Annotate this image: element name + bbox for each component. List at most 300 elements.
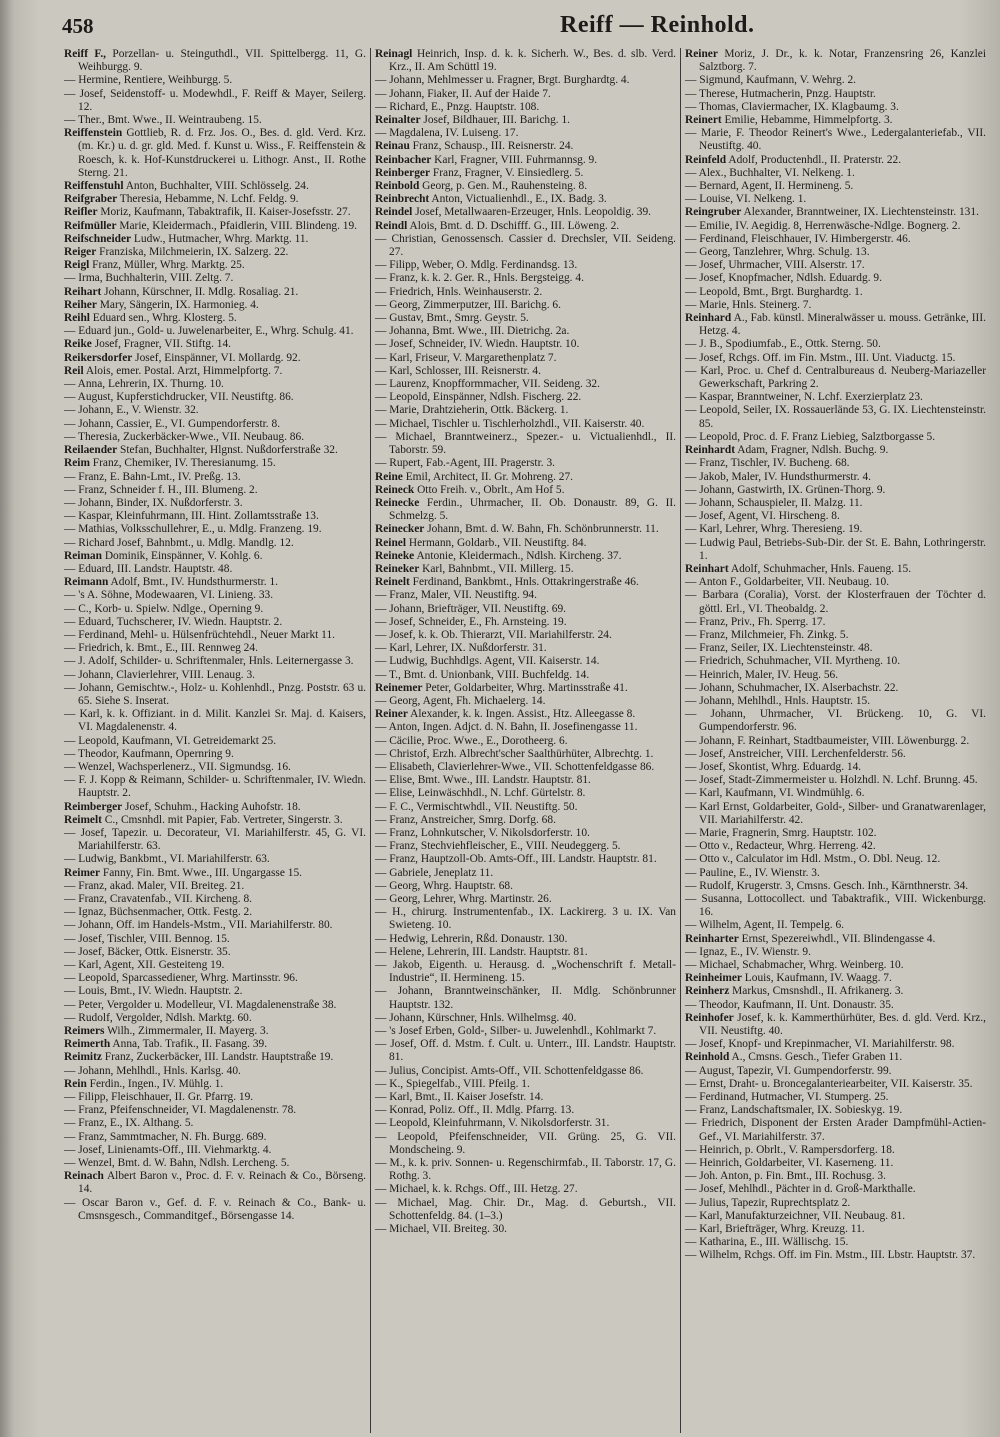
entry-surname: Reinhofer: [685, 1011, 734, 1024]
entry-details: — Franz, Sammtmacher, N. Fh. Burgg. 689.: [64, 1130, 267, 1143]
entry-surname: Reindl: [375, 219, 408, 232]
directory-entry: [64, 88, 366, 114]
entry-details: Anna, Tab. Trafik., II. Fasang. 39.: [110, 1038, 268, 1051]
directory-entry: [64, 259, 366, 272]
entry-surname: Reinert: [685, 114, 722, 127]
directory-entry: [64, 616, 366, 629]
entry-details: — Johann, Fiaker, II. Auf der Haide 7.: [375, 87, 551, 100]
entry-details: — Irma, Buchhalterin, VIII. Zeltg. 7.: [64, 272, 234, 285]
directory-entry: [64, 484, 366, 497]
directory-entry: [685, 74, 986, 87]
entry-surname: Reinhardt: [685, 444, 735, 457]
directory-entry: [64, 193, 366, 206]
entry-details: — Otto v., Calculator im Hdl. Mstm., O. Dbl. Neug. 12.: [685, 853, 941, 866]
entry-details: — Filipp, Weber, O. Mdlg. Ferdinandsg. 13.: [375, 259, 578, 272]
entry-details: — J. Adolf, Schilder- u. Schriftenmaler, Hnls. Leiternergasse 3.: [64, 655, 354, 668]
entry-surname: Reiffenstein: [64, 127, 123, 140]
directory-entry: [685, 933, 986, 946]
entry-details: — Theodor, Kaufmann, Opernring 9.: [64, 747, 234, 760]
directory-entry: [685, 88, 986, 101]
directory-entry: [64, 748, 366, 761]
directory-entry: [685, 484, 986, 497]
entry-details: — Johann, Mehlhdl., Hnls. Karlsg. 40.: [64, 1064, 241, 1077]
directory-entry: [64, 603, 366, 616]
directory-entry: [685, 1170, 986, 1183]
entry-details: Marie, Kleidermach., Pfaidlerin, VIII. Blindeng. 19.: [116, 219, 358, 232]
directory-entry: [64, 576, 366, 589]
entry-details: Moriz, J. Dr., k. k. Notar, Franzensring 26, Kanzlei Salztborg. 7.: [699, 48, 986, 74]
entry-details: — Josef, Mehlhdl., Pächter in d. Groß-Markthalle.: [685, 1183, 916, 1196]
directory-entry: [64, 946, 366, 959]
directory-entry: [64, 563, 366, 576]
directory-entry: [375, 365, 676, 378]
directory-entry: [375, 431, 676, 457]
directory-entry: [64, 1157, 366, 1170]
entry-details: — Josef, k. k. Ob. Thierarzt, VII. Mariahilferstr. 24.: [375, 628, 612, 641]
entry-details: Ferdinand, Bankbmt., Hnls. Ottakringerstraße 46.: [409, 576, 639, 589]
entry-details: Alois, emer. Postal. Arzt, Himmelpfortg. 7.: [83, 364, 283, 377]
directory-entry: [64, 1091, 366, 1104]
entry-details: — C., Korb- u. Spielw. Ndlge., Operning 9.: [64, 602, 264, 615]
directory-entry: [64, 1117, 366, 1130]
directory-entry: [375, 708, 676, 721]
directory-entry: [64, 880, 366, 893]
directory-entry: [64, 655, 366, 668]
entry-details: — Louise, VI. Nelkeng. 1.: [685, 193, 807, 206]
directory-entry: [375, 1025, 676, 1038]
entry-details: — Franz, Maler, VII. Neustiftg. 94.: [375, 589, 537, 602]
directory-entry: [685, 787, 986, 800]
directory-entry: [375, 484, 676, 497]
directory-entry: [685, 365, 986, 391]
directory-entry: [685, 972, 986, 985]
directory-entry: [685, 444, 986, 457]
entry-details: — Ferdinand, Fleischhauer, IV. Himbergerstr. 46.: [685, 232, 911, 245]
entry-surname: Reiner: [375, 708, 408, 721]
entry-details: — Rudolf, Vergolder, Ndlsh. Marktg. 60.: [64, 1011, 252, 1024]
directory-entry: [64, 272, 366, 285]
directory-entry: [685, 1038, 986, 1051]
entry-details: — Ernst, Draht- u. Broncegalanteriearbeiter, VII. Kaiserstr. 35.: [685, 1077, 973, 1090]
directory-entry: [685, 114, 986, 127]
directory-entry: [375, 721, 676, 734]
directory-entry: [685, 312, 986, 338]
entry-surname: Reihl: [64, 312, 90, 325]
directory-entry: [375, 471, 676, 484]
directory-entry: [64, 1051, 366, 1064]
entry-surname: Reinharter: [685, 932, 739, 945]
entry-details: Georg, p. Gen. M., Rauhensteing. 8.: [419, 180, 588, 193]
directory-entry: [375, 286, 676, 299]
entry-details: — Josef, Seidenstoff- u. Modewhdl., F. Reiff & Mayer, Seilerg. 12.: [64, 87, 366, 113]
directory-entry: [685, 431, 986, 444]
directory-entry: [685, 206, 986, 219]
entry-details: — Friedrich, k. Bmt., E., III. Rennweg 24.: [64, 642, 258, 655]
directory-entry: [375, 272, 676, 285]
directory-entry: [685, 1012, 986, 1038]
directory-entry: [685, 1157, 986, 1170]
directory-entry: [375, 1065, 676, 1078]
directory-entry: [685, 286, 986, 299]
directory-entry: [685, 853, 986, 866]
entry-details: Wilh., Zimmermaler, II. Mayerg. 3.: [104, 1025, 269, 1038]
entry-details: — Gustav, Bmt., Smrg. Geystr. 5.: [375, 312, 529, 325]
directory-entry: [375, 589, 676, 602]
entry-details: — Bernard, Agent, II. Hermineng. 5.: [685, 180, 854, 193]
entry-details: Emil, Architect, II. Gr. Mohreng. 27.: [402, 470, 574, 483]
entry-details: — Johann, Kürschner, Hnls. Wilhelmsg. 40.: [375, 1011, 577, 1024]
entry-surname: Reingruber: [685, 206, 742, 219]
directory-entry: [64, 1104, 366, 1117]
entry-details: — Franz, Pfeifenschneider, VI. Magdalenenstr. 78.: [64, 1104, 297, 1117]
directory-entry: [64, 708, 366, 734]
entry-details: — Gabriele, Jeneplatz 11.: [375, 866, 494, 879]
directory-entry: [375, 801, 676, 814]
directory-entry: [64, 1078, 366, 1091]
entry-details: Franz, Schausp., III. Reisnerstr. 24.: [409, 140, 574, 153]
entry-surname: Reifschneider: [64, 232, 132, 245]
entry-surname: Reiffenstuhl: [64, 180, 124, 193]
directory-entry: [685, 101, 986, 114]
entry-surname: Reimelt: [64, 813, 102, 826]
entry-details: — Josef, Knopf- und Krepinmacher, VI. Mariahilferstr. 98.: [685, 1038, 955, 1051]
directory-entry: [685, 735, 986, 748]
directory-entry: [685, 840, 986, 853]
entry-details: Josef, Einspänner, VI. Mollardg. 92.: [132, 351, 301, 364]
entry-surname: Reihart: [64, 285, 102, 298]
entry-details: — Elise, Bmt. Wwe., III. Landstr. Hauptstr. 81.: [375, 774, 591, 787]
directory-entry: [685, 1078, 986, 1091]
directory-entry: [685, 338, 986, 351]
entry-details: Johann, Kürschner, II. Mdlg. Rosaliag. 21.: [101, 285, 299, 298]
entry-details: — Marie, Hnls. Steinerg. 7.: [685, 298, 812, 311]
directory-entry: [375, 576, 676, 589]
entry-details: — Johann, Schuhmacher, IX. Alserbachstr. 22.: [685, 681, 899, 694]
entry-surname: Reinecker: [375, 523, 425, 536]
entry-details: — Laurenz, Knopfformmacher, VII. Seideng. 32.: [375, 378, 600, 391]
directory-entry: [685, 748, 986, 761]
directory-entry: [64, 893, 366, 906]
entry-surname: Reiman: [64, 549, 102, 562]
entry-details: C., Cmsnhdl. mit Papier, Fab. Vertreter, Singerstr. 3.: [101, 813, 343, 826]
entry-details: Adolf, Productenhdl., II. Praterstr. 22.: [726, 153, 902, 166]
entry-details: — Jakob, Eigenth. u. Herausg. d. „Wochenschrift f. Metall-Industrie“, II. Hermineng. 15.: [375, 959, 676, 985]
entry-details: — Franz, Tischler, IV. Bucheng. 68.: [685, 457, 850, 470]
directory-entry: [685, 563, 986, 576]
directory-entry: [375, 127, 676, 140]
directory-entry: [64, 1012, 366, 1025]
entry-details: Franz, Zuckerbäcker, III. Landstr. Hauptstraße 19.: [101, 1051, 334, 1064]
entry-surname: Reinagl: [375, 48, 413, 60]
directory-entry: [685, 1065, 986, 1078]
entry-details: — Louis, Bmt., IV. Wiedn. Hauptstr. 2.: [64, 985, 243, 998]
entry-details: — Helene, Lehrerin, III. Landstr. Hauptstr. 81.: [375, 945, 588, 958]
directory-entry: [685, 471, 986, 484]
directory-entry: [64, 906, 366, 919]
entry-details: — Michael, Schabmacher, Whrg. Weinberg. 10.: [685, 959, 904, 972]
directory-entry: [685, 391, 986, 404]
entry-details: — Franz, akad. Maler, VII. Breiteg. 21.: [64, 879, 245, 892]
entry-surname: Reinfeld: [685, 153, 727, 166]
directory-entry: [375, 404, 676, 417]
entry-details: — Michael, VII. Breiteg. 30.: [375, 1223, 508, 1236]
directory-entry: [375, 338, 676, 351]
directory-entry: [375, 74, 676, 87]
directory-entry: [64, 1025, 366, 1038]
directory-entry: [375, 220, 676, 233]
directory-entry: [64, 682, 366, 708]
entry-details: — Leopold, Kaufmann, VI. Getreidemarkt 25.: [64, 734, 277, 747]
entry-surname: Reiger: [64, 246, 97, 259]
entry-details: — Elise, Leinwäschhdl., N. Lchf. Gürtelstr. 8.: [375, 787, 586, 800]
entry-details: Dominik, Einspänner, V. Kohlg. 6.: [101, 549, 263, 562]
entry-details: — Josef, Skontist, Whrg. Eduardg. 14.: [685, 760, 862, 773]
entry-details: — Oscar Baron v., Gef. d. F. v. Reinach & Co., Bank- u. Cmsnsgesch., Commanditgef., Börsengasse 14.: [64, 1196, 366, 1222]
entry-surname: Reindel: [375, 206, 413, 219]
entry-surname: Reimitz: [64, 1051, 102, 1064]
directory-entry: [375, 167, 676, 180]
entry-details: — Pauline, E., IV. Wienstr. 3.: [685, 866, 820, 879]
entry-details: — Christof, Erzh. Albrecht'scher Saalthürhüter, Albrechtg. 1.: [375, 747, 654, 760]
directory-entry: [64, 510, 366, 523]
directory-entry: [685, 1051, 986, 1064]
entry-details: — Barbara (Coralia), Vorst. der Klosterfrauen der Töchter d. göttl. Erl., VI. Theobaldg. 2.: [685, 589, 986, 615]
directory-entry: [64, 206, 366, 219]
entry-details: — Franz, Seiler, IX. Liechtensteinstr. 48.: [685, 642, 873, 655]
directory-entry: [375, 774, 676, 787]
directory-entry: [64, 233, 366, 246]
entry-details: — Franz, Lohnkutscher, V. Nikolsdorferstr. 10.: [375, 826, 590, 839]
entry-details: — Franz, Landschaftsmaler, IX. Sobieskyg. 19.: [685, 1104, 903, 1117]
entry-details: — Friedrich, Disponent der Ersten Arader Dampfmühl-Actien-Gef., VI. Mariahilferstr. 37.: [685, 1117, 986, 1143]
entry-details: — Georg, Tanzlehrer, Whrg. Schulg. 13.: [685, 246, 870, 259]
entry-details: — Heinrich, p. Obrlt., V. Rampersdorferg. 18.: [685, 1143, 895, 1156]
entry-surname: Reiff F.,: [64, 48, 107, 60]
entry-details: — Georg, Zimmerputzer, III. Barichg. 6.: [375, 298, 561, 311]
entry-details: — Wenzel, Wachsperlenerz., VII. Sigmundsg. 16.: [64, 760, 291, 773]
entry-details: — Michael, Mag. Chir. Dr., Mag. d. Geburtsh., VII. Schottenfeldg. 84. (1–3.): [375, 1196, 676, 1222]
entry-details: — Johann, Uhrmacher, VI. Brückeng. 10, G. VI. Gumpendorferstr. 96.: [685, 708, 986, 734]
directory-entry: [375, 1038, 676, 1064]
directory-entry: [375, 259, 676, 272]
directory-entry: [64, 642, 366, 655]
directory-entry: [685, 642, 986, 655]
directory-entry: [64, 1197, 366, 1223]
entry-details: Karl, Bahnbmt., VII. Millerg. 15.: [419, 562, 574, 575]
directory-entry: [64, 985, 366, 998]
directory-entry: [685, 127, 986, 153]
entry-surname: Reinach: [64, 1170, 104, 1183]
directory-entry: [685, 1104, 986, 1117]
directory-entry: [64, 523, 366, 536]
entry-details: — Filipp, Fleischhauer, II. Gr. Pfarrg. 19.: [64, 1091, 254, 1104]
directory-entry: [375, 748, 676, 761]
directory-entry: [64, 457, 366, 470]
directory-entry: [685, 893, 986, 919]
directory-entry: [64, 338, 366, 351]
entry-details: Franz, Fragner, V. Einsiedlerg. 5.: [430, 166, 584, 179]
entry-details: Gottlieb, R. d. Frz. Jos. O., Bes. d. gld. Verd. Krz. (m. Kr.) u. d. gr. gld. Med. f. Kunst u. Wiss., F. Reiffenstein & Roesch, k. k. Hof-Kunstdruckerei u. Lithogr. Anst., II. Rothe Sterng. 21.: [78, 127, 366, 179]
entry-details: — Johann, Cassier, E., VI. Gumpendorferstr. 8.: [64, 417, 281, 430]
entry-details: — Konrad, Poliz. Off., II. Mdlg. Pfarrg. 13.: [375, 1104, 575, 1117]
entry-details: — Thomas, Claviermacher, IX. Klagbaumg. 3.: [685, 100, 899, 113]
directory-entry: [685, 589, 986, 615]
directory-entry: [375, 840, 676, 853]
entry-details: — Josef, Rchgs. Off. im Fin. Mstm., III. Unt. Viaductg. 15.: [685, 351, 956, 364]
directory-entry: [685, 537, 986, 563]
directory-entry: [64, 629, 366, 642]
entry-details: — Josef, Tapezir. u. Decorateur, VI. Mariahilferstr. 45, G. VI. Mariahilferstr. 63.: [64, 826, 366, 853]
directory-entry: [375, 1197, 676, 1223]
entry-details: A., Cmsns. Gesch., Tiefer Graben 11.: [729, 1051, 903, 1064]
directory-entry: [375, 154, 676, 167]
directory-entry: [375, 312, 676, 325]
directory-entry: [375, 1183, 676, 1196]
directory-entry: [64, 325, 366, 338]
entry-details: — Theodor, Kaufmann, II. Unt. Donaustr. 35.: [685, 998, 894, 1011]
entry-surname: Reinalter: [375, 114, 421, 127]
entry-details: Johann, Bmt. d. W. Bahn, Fh. Schönbrunnerstr. 11.: [424, 523, 659, 536]
entry-surname: Reifler: [64, 206, 98, 219]
directory-entry: [64, 814, 366, 827]
entry-details: — Susanna, Lottocollect. und Tabaktrafik., VIII. Wickenburgg. 16.: [685, 893, 986, 919]
directory-entry: [685, 154, 986, 167]
entry-details: — Johann, Mehlmesser u. Fragner, Brgt. Burghardtg. 4.: [375, 74, 630, 87]
entry-surname: Reimers: [64, 1025, 105, 1038]
entry-details: — Josef, Off. d. Mstm. f. Cult. u. Unterr., III. Landstr. Hauptstr. 81.: [375, 1038, 676, 1064]
directory-entry: [64, 391, 366, 404]
entry-details: — F. J. Kopp & Reimann, Schilder- u. Schriftenmaler, IV. Wiedn. Hauptstr. 2.: [64, 774, 366, 800]
entry-details: — Karl, Lehrer, IX. Nußdorferstr. 31.: [375, 642, 547, 655]
entry-details: — Christian, Genossensch. Cassier d. Drechsler, VII. Seideng. 27.: [375, 232, 676, 259]
entry-details: Anton, Buchhalter, VIII. Schlösselg. 24.: [123, 180, 309, 193]
entry-details: Mary, Sängerin, IX. Harmonieg. 4.: [96, 298, 259, 311]
directory-entry: [64, 286, 366, 299]
directory-entry: [685, 220, 986, 233]
entry-surname: Reimer: [64, 866, 101, 879]
directory-entry: [685, 867, 986, 880]
entry-details: — Mathias, Volksschullehrer, E., u. Mdlg. Franzeng. 19.: [64, 523, 322, 536]
directory-entry: [64, 735, 366, 748]
entry-details: Franz, Chemiker, IV. Theresianumg. 15.: [89, 457, 276, 470]
entry-details: — Joh. Anton, p. Fin. Bmt., III. Rochusg. 3.: [685, 1170, 886, 1183]
entry-surname: Reike: [64, 338, 92, 351]
entry-details: — Franz, Stechviehfleischer, E., VIII. Neudeggerg. 5.: [375, 840, 621, 853]
directory-entry: [64, 959, 366, 972]
entry-details: — Ignaz, Büchsenmacher, Ottk. Festg. 2.: [64, 906, 253, 919]
column-1: [60, 48, 370, 1433]
entry-details: — Theresia, Zuckerbäcker-Wwe., VII. Neubaug. 86.: [64, 430, 305, 443]
entry-details: — Friedrich, Hnls. Weinhauserstr. 2.: [375, 285, 543, 298]
directory-entry: [375, 669, 676, 682]
entry-details: — 's A. Söhne, Modewaaren, VI. Linieng. 33.: [64, 589, 274, 602]
entry-details: — Karl, Bmt., II. Kaiser Josefstr. 14.: [375, 1091, 544, 1104]
entry-details: — F. C., Vermischtwhdl., VII. Neustiftg. 50.: [375, 800, 578, 813]
entry-details: — Karl, k. k. Offiziant. in d. Milit. Kanzlei Sr. Maj. d. Kaisers, VI. Magdalenenstr. 4.: [64, 708, 366, 734]
entry-details: — Therese, Hutmacherin, Pnzg. Hauptstr.: [685, 87, 876, 100]
directory-entry: [685, 1249, 986, 1262]
directory-columns: [60, 48, 992, 1433]
entry-details: — Leopold, Pfeifenschneider, VII. Grüng. 25, G. VII. Mondscheing. 9.: [375, 1130, 676, 1156]
directory-entry: [375, 523, 676, 536]
entry-details: Josef, Bildhauer, III. Barichg. 1.: [420, 114, 571, 127]
directory-entry: [685, 669, 986, 682]
entry-details: Eduard sen., Whrg. Klosterg. 5.: [89, 312, 237, 325]
directory-entry: [375, 603, 676, 616]
entry-details: Franz, Müller, Whrg. Marktg. 25.: [89, 259, 245, 272]
directory-entry: [375, 735, 676, 748]
entry-surname: Reifmüller: [64, 219, 117, 232]
entry-details: — Ludwig, Buchhdlgs. Agent, VII. Kaiserstr. 14.: [375, 655, 600, 668]
entry-details: — Hedwig, Lehrerin, Rßd. Donaustr. 130.: [375, 932, 568, 945]
entry-details: — Emilie, IV. Aegidig. 8, Herrenwäsche-Ndlge. Bognerg. 2.: [685, 219, 961, 232]
entry-details: — Leopold, Bmt., Brgt. Burghardtg. 1.: [685, 285, 863, 298]
directory-entry: [685, 523, 986, 536]
directory-entry: [685, 946, 986, 959]
directory-entry: [375, 933, 676, 946]
entry-surname: Reinbold: [375, 180, 420, 193]
entry-surname: Reinel: [375, 536, 407, 549]
directory-entry: [685, 352, 986, 365]
entry-details: — H., chirurg. Instrumentenfab., IX. Lackirerg. 3 u. IX. Van Swieteng. 10.: [375, 906, 676, 932]
entry-surname: Reikersdorfer: [64, 351, 133, 364]
entry-details: — Anna, Lehrerin, IX. Thurng. 10.: [64, 378, 224, 391]
entry-details: — Cäcilie, Proc. Wwe., E., Dorotheerg. 6.: [375, 734, 568, 747]
entry-details: Stefan, Buchhalter, Hlgnst. Nußdorferstraße 32.: [117, 444, 338, 457]
entry-details: — 's Josef Erben, Gold-, Silber- u. Juwelenhdl., Kohlmarkt 7.: [375, 1025, 657, 1038]
entry-details: — Johann, Gemischtw.-, Holz- u. Kohlenhdl., Pnzg. Poststr. 63 u. 65. Siehe S. Inserat.: [64, 681, 366, 707]
entry-details: — Johann, Binder, IX. Nußdorferstr. 3.: [64, 496, 243, 509]
entry-details: Alexander, Branntweiner, IX. Liechtensteinstr. 131.: [741, 206, 979, 219]
entry-details: Adolf, Schuhmacher, Hnls. Faueng. 15.: [728, 562, 912, 575]
directory-entry: [375, 787, 676, 800]
directory-entry: [375, 946, 676, 959]
entry-details: — Georg, Lehrer, Whrg. Martinstr. 26.: [375, 893, 552, 905]
directory-entry: [375, 893, 676, 906]
entry-details: — Kaspar, Kleinfuhrmann, III. Hint. Zollamtsstraße 13.: [64, 510, 319, 523]
entry-details: — Anton F., Goldarbeiter, VII. Neubaug. 10.: [685, 576, 890, 589]
directory-entry: [685, 959, 986, 972]
directory-entry: [685, 801, 986, 827]
directory-entry: [685, 1144, 986, 1157]
entry-details: — Michael, k. k. Rchgs. Off., III. Hetzg. 27.: [375, 1183, 578, 1196]
entry-surname: Reinherz: [685, 985, 730, 998]
entry-details: — Karl, Briefträger, Whrg. Kreuzg. 11.: [685, 1223, 865, 1236]
directory-entry: [64, 919, 366, 932]
entry-details: — Georg, Whrg. Hauptstr. 68.: [375, 879, 513, 892]
entry-details: — Johann, E., V. Wienstr. 32.: [64, 404, 199, 417]
entry-details: Ferdin., Ingen., IV. Mühlg. 1.: [86, 1077, 224, 1090]
entry-details: Alois, Bmt. d. D. Dschifff. G., III. Löweng. 2.: [407, 219, 620, 232]
entry-details: — Franz, Anstreicher, Smrg. Dorfg. 68.: [375, 813, 556, 826]
directory-entry: [375, 206, 676, 219]
entry-surname: Reimberger: [64, 800, 123, 813]
entry-surname: Reinhart: [685, 562, 729, 575]
directory-entry: [685, 457, 986, 470]
directory-entry: [375, 1223, 676, 1236]
directory-entry: [64, 537, 366, 550]
directory-entry: [64, 589, 366, 602]
entry-details: — Karl, Friseur, V. Margarethenplatz 7.: [375, 351, 557, 364]
entry-surname: Reimerth: [64, 1038, 111, 1051]
entry-details: — Franz, Cravatenfab., VII. Kircheng. 8.: [64, 893, 252, 905]
entry-details: — Michael, Branntweinerz., Spezer.- u. Victualienhdl., II. Taborstr. 59.: [375, 430, 676, 457]
entry-details: — Magdalena, IV. Luiseng. 17.: [375, 127, 519, 140]
entry-details: — Michael, Tischler u. Tischlerholzhdl., VII. Kaiserstr. 40.: [375, 417, 645, 430]
entry-details: — Marie, F. Theodor Reinert's Wwe., Ledergalanteriefab., VII. Neustiftg. 40.: [685, 127, 986, 153]
entry-surname: Reinhard: [685, 312, 732, 325]
directory-entry: [375, 352, 676, 365]
